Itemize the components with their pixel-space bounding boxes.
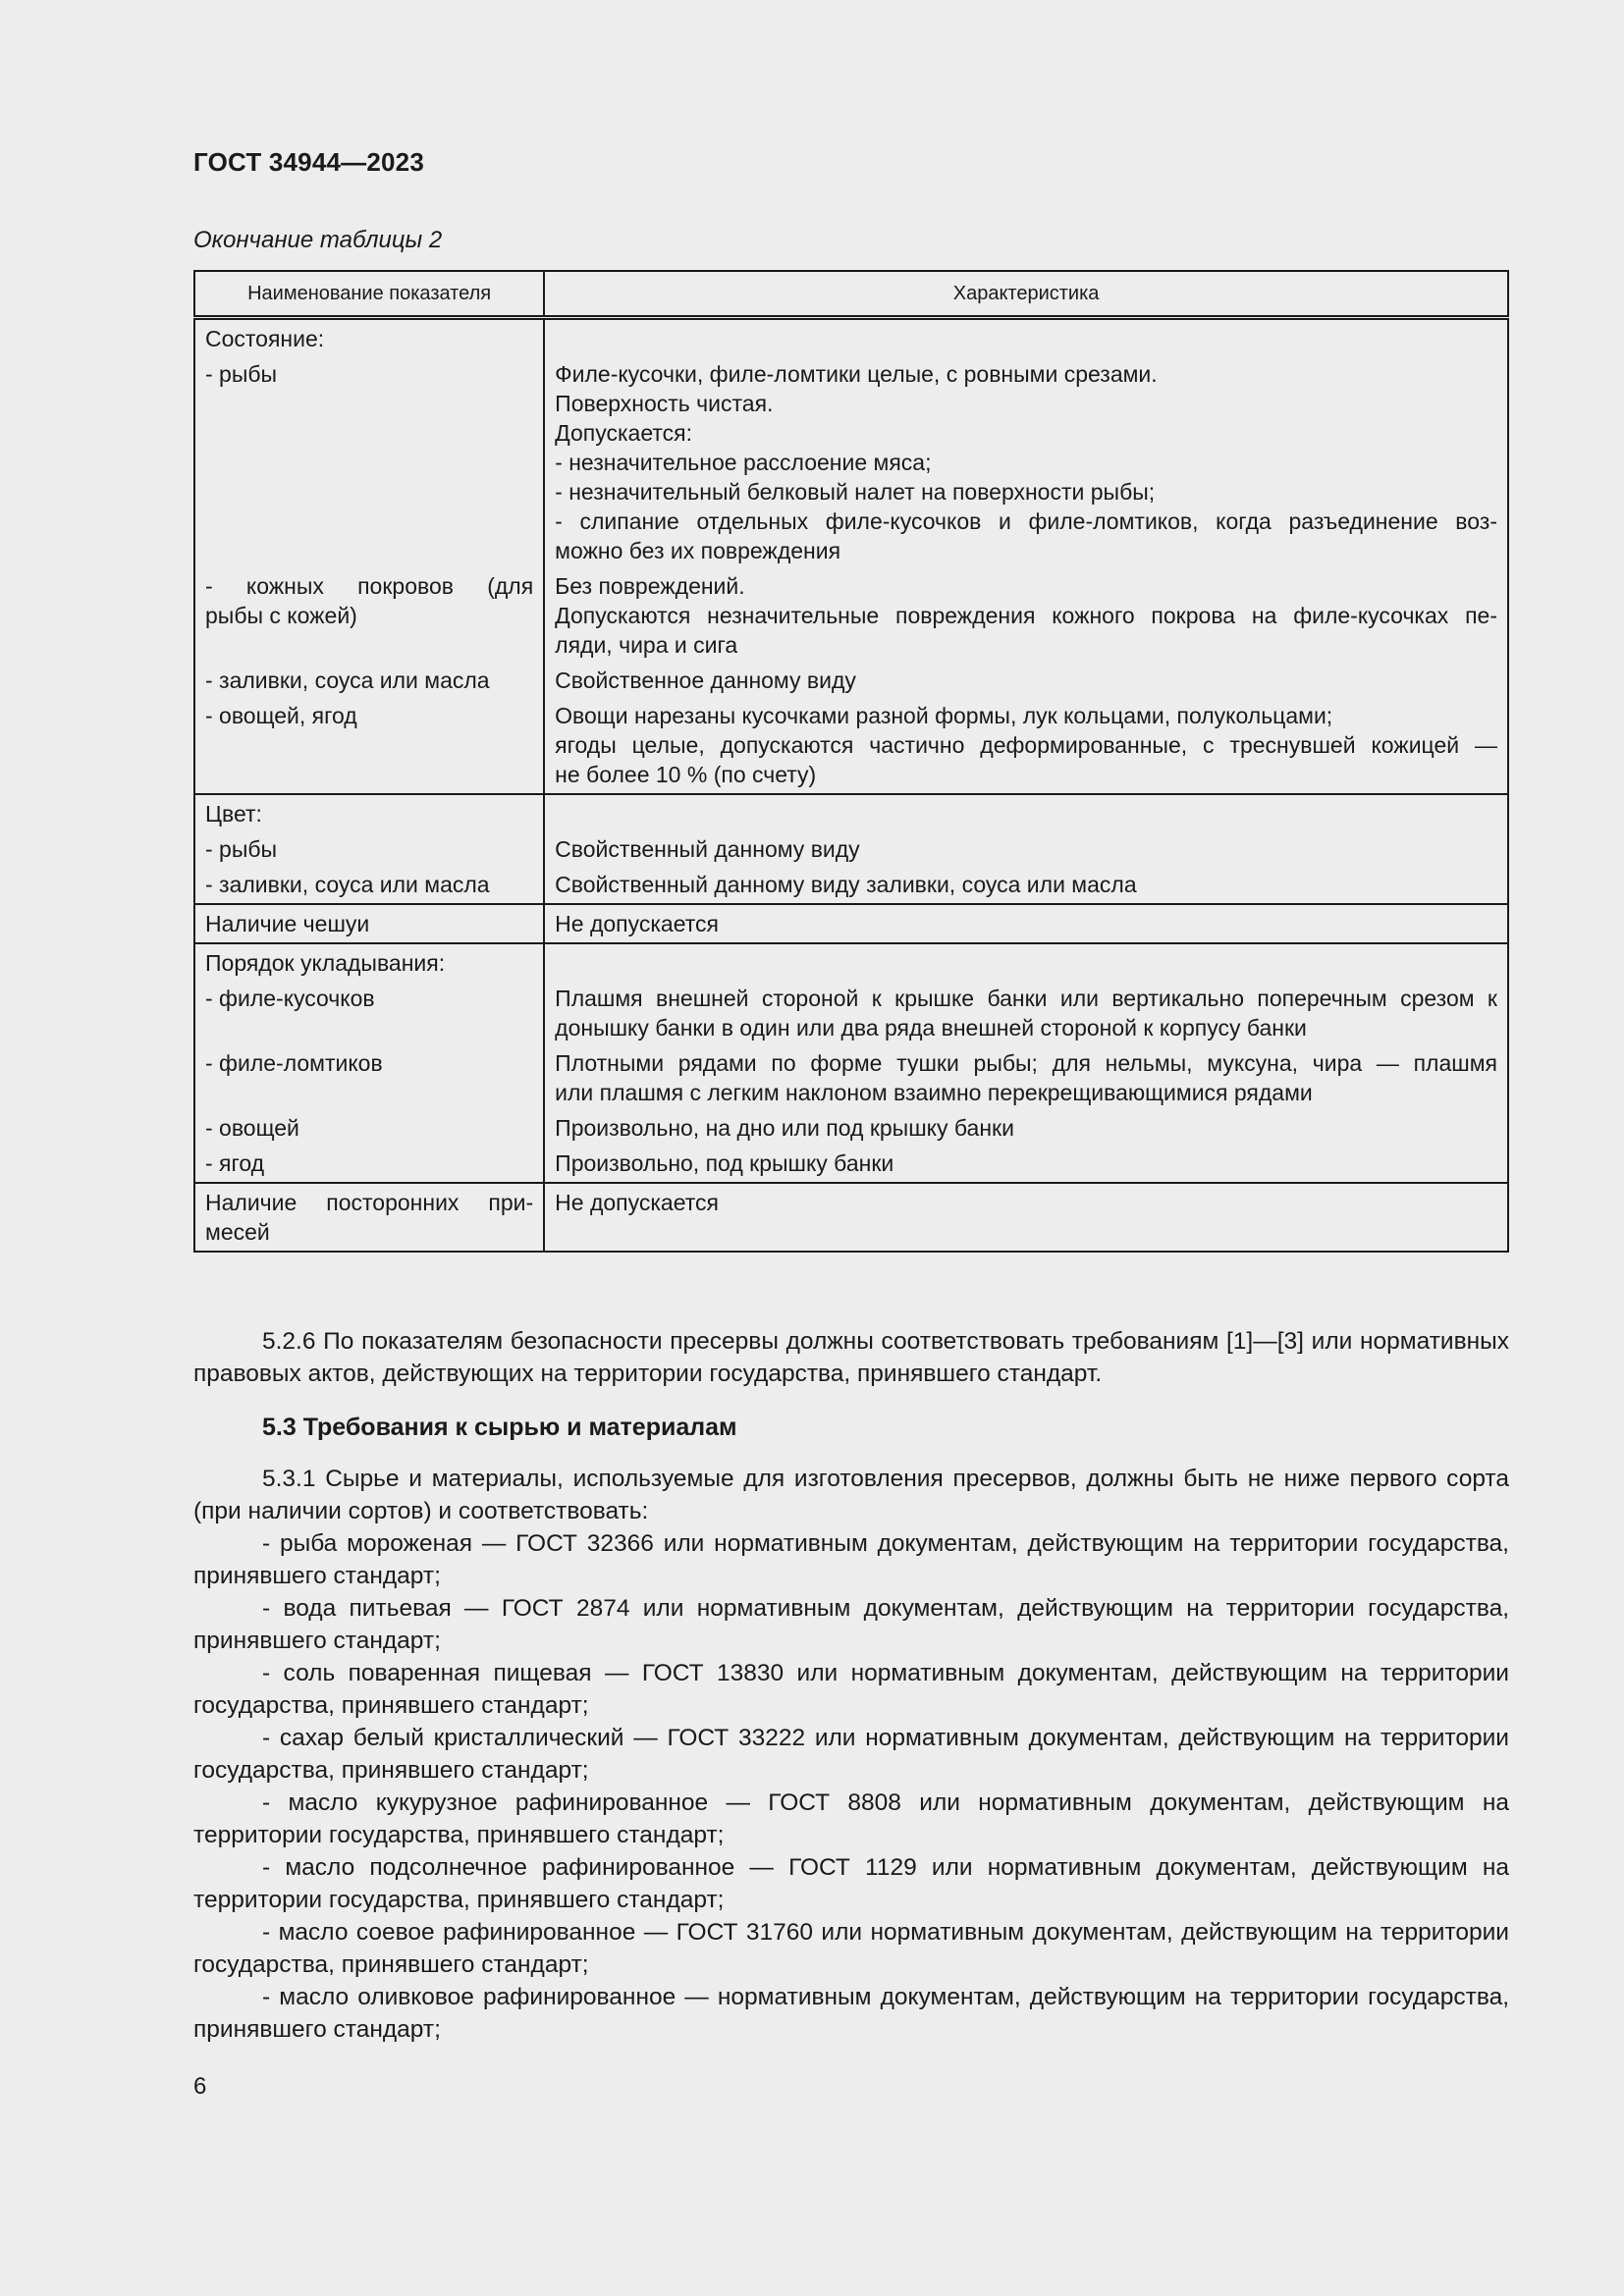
table-caption: Окончание таблицы 2 <box>193 227 443 253</box>
indicator-cell <box>194 565 544 660</box>
cell-line: Допускаются незначительные повреждения кожного покрова на филе-кусочках пе- <box>555 603 1497 628</box>
cell-line: можно без их повреждения <box>555 538 841 563</box>
cell-line: - незначительный белковый налет на поверхности рыбы; <box>555 479 1156 505</box>
characteristic-cell <box>544 943 1508 978</box>
cell-line: Поверхность чистая. <box>555 391 774 416</box>
table-row <box>194 695 1508 794</box>
cell-line: не более 10 % (по счету) <box>555 762 817 787</box>
indicator-cell: - заливки, соуса или масла <box>194 864 544 904</box>
section-heading-5-3: 5.3 Требования к сырью и материалам <box>262 1414 737 1441</box>
indicator-cell: Состояние: <box>194 318 544 354</box>
table-row <box>194 864 1508 904</box>
indicator-cell: - филе-кусочков <box>194 978 544 1042</box>
cell-line: - кожных покровов (для <box>205 573 534 599</box>
page-number: 6 <box>193 2073 207 2100</box>
table-row <box>194 565 1508 660</box>
list-item: - соль поваренная пищевая — ГОСТ 13830 или нормативным документам, действующим на территории государства, принявшего стандарт; <box>193 1660 1509 1719</box>
characteristic-cell: Не допускается <box>544 904 1508 943</box>
list-item: - масло оливковое рафинированное — нормативным документам, действующим на территории государства, принявшего стандарт; <box>193 1984 1509 2043</box>
indicator-cell <box>194 1183 544 1252</box>
cell-line: Наличие посторонних при- <box>205 1190 534 1215</box>
cell-line: Допускается: <box>555 420 692 446</box>
indicator-cell: - рыбы <box>194 828 544 864</box>
indicator-cell: - заливки, соуса или масла <box>194 660 544 695</box>
cell-line: месей <box>205 1219 270 1245</box>
cell-line: Без повреждений. <box>555 573 745 599</box>
list-item: - масло соевое рафинированное — ГОСТ 31760 или нормативным документам, действующим на территории государства, принявшего стандарт; <box>193 1919 1509 1978</box>
characteristic-cell: Свойственное данному виду <box>544 660 1508 695</box>
indicator-cell: - овощей <box>194 1107 544 1143</box>
table-row <box>194 318 1508 354</box>
cell-line: Филе-кусочки, филе-ломтики целые, с ровными срезами. <box>555 361 1158 387</box>
indicator-cell: Порядок укладывания: <box>194 943 544 978</box>
characteristic-cell <box>544 318 1508 354</box>
characteristic-cell: Свойственный данному виду <box>544 828 1508 864</box>
paragraph-5-2-6: 5.2.6 По показателям безопасности пресервы должны соответствовать требованиям [1]—[3] или нормативных правовых актов, действующих на территории государства, принявшего стандарт. <box>193 1328 1509 1387</box>
table-row <box>194 978 1508 1042</box>
indicator-cell: Наличие чешуи <box>194 904 544 943</box>
document-header: ГОСТ 34944—2023 <box>193 147 424 177</box>
list-item: - масло кукурузное рафинированное — ГОСТ 8808 или нормативным документам, действующим на территории государства, принявшего стандарт; <box>193 1789 1509 1848</box>
cell-line: донышку банки в один или два ряда внешней стороной к корпусу банки <box>555 1015 1307 1041</box>
characteristic-cell <box>544 978 1508 1042</box>
table-row <box>194 660 1508 695</box>
characteristic-cell <box>544 565 1508 660</box>
characteristic-cell <box>544 695 1508 794</box>
indicator-cell: - ягод <box>194 1143 544 1183</box>
characteristic-cell: Свойственный данному виду заливки, соуса или масла <box>544 864 1508 904</box>
cell-line: ягоды целые, допускаются частично деформированные, с треснувшей кожицей — <box>555 732 1497 758</box>
cell-line: рыбы с кожей) <box>205 603 357 628</box>
characteristic-cell <box>544 1042 1508 1107</box>
characteristic-cell: Произвольно, на дно или под крышку банки <box>544 1107 1508 1143</box>
table-row <box>194 794 1508 828</box>
section-5-3-1-body <box>193 1463 1509 2046</box>
cell-line: или плашмя с легким наклоном взаимно перекрещивающимися рядами <box>555 1080 1313 1105</box>
characteristic-cell: Произвольно, под крышку банки <box>544 1143 1508 1183</box>
table-row <box>194 943 1508 978</box>
table-row <box>194 1183 1508 1252</box>
cell-line: - слипание отдельных филе-кусочков и филе-ломтиков, когда разъединение воз- <box>555 508 1497 534</box>
cell-line: - незначительное расслоение мяса; <box>555 450 932 475</box>
indicator-cell: - филе-ломтиков <box>194 1042 544 1107</box>
table-row <box>194 1107 1508 1143</box>
characteristic-cell <box>544 353 1508 565</box>
indicator-cell: Цвет: <box>194 794 544 828</box>
characteristic-cell <box>544 794 1508 828</box>
table-row <box>194 1042 1508 1107</box>
characteristic-cell: Не допускается <box>544 1183 1508 1252</box>
indicator-cell: - овощей, ягод <box>194 695 544 794</box>
column-header-indicator: Наименование показателя <box>194 271 544 318</box>
cell-line: ляди, чира и сига <box>555 632 738 658</box>
column-header-characteristic: Характеристика <box>544 271 1508 318</box>
list-item: - масло подсолнечное рафинированное — ГОСТ 1129 или нормативным документам, действующим на территории государства, принявшего стандарт; <box>193 1854 1509 1913</box>
cell-line: Овощи нарезаны кусочками разной формы, лук кольцами, полукольцами; <box>555 703 1333 728</box>
indicators-table <box>193 270 1509 1253</box>
table-header-row <box>194 271 1508 318</box>
cell-line: Плашмя внешней стороной к крышке банки или вертикально поперечным срезом к <box>555 986 1497 1011</box>
paragraph-5-3-1: 5.3.1 Сырье и материалы, используемые для изготовления пресервов, должны быть не ниже первого сорта (при наличии сортов) и соответствовать: <box>193 1466 1509 1524</box>
table-row <box>194 1143 1508 1183</box>
table-row <box>194 353 1508 565</box>
list-item: - вода питьевая — ГОСТ 2874 или нормативным документам, действующим на территории государства, принявшего стандарт; <box>193 1595 1509 1654</box>
table-row <box>194 904 1508 943</box>
cell-line: Плотными рядами по форме тушки рыбы; для нельмы, муксуна, чира — плашмя <box>555 1050 1497 1076</box>
indicator-cell: - рыбы <box>194 353 544 565</box>
list-item: - сахар белый кристаллический — ГОСТ 33222 или нормативным документам, действующим на территории государства, принявшего стандарт; <box>193 1725 1509 1784</box>
list-item: - рыба мороженая — ГОСТ 32366 или нормативным документам, действующим на территории государства, принявшего стандарт; <box>193 1530 1509 1589</box>
table-row <box>194 828 1508 864</box>
